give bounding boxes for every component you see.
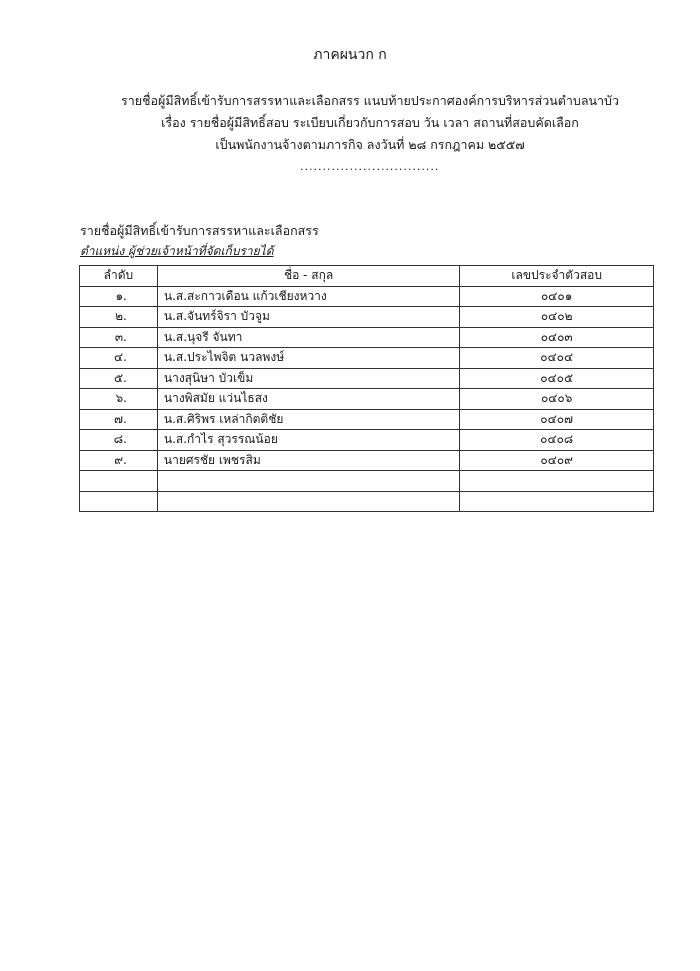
cell-exam-no: ๐๔๐๕ bbox=[460, 368, 654, 389]
cell-name: นายศรชัย เพชรสิม bbox=[157, 450, 459, 471]
cell-order: ๒. bbox=[80, 307, 158, 328]
cell-name: น.ส.ประไพจิต นวลพงษ์ bbox=[157, 348, 459, 369]
cell-name: น.ส.กำไร สุวรรณน้อย bbox=[157, 430, 459, 451]
table-body bbox=[80, 286, 654, 512]
cell-exam-no: ๐๔๐๙ bbox=[460, 450, 654, 471]
cell-name: นางพิสมัย แว่นไธสง bbox=[157, 389, 459, 410]
cell-exam-no bbox=[460, 491, 654, 512]
list-heading: รายชื่อผู้มีสิทธิ์เข้ารับการสรรหาและเลือกสรร bbox=[80, 223, 319, 238]
header-line-2: เรื่อง รายชื่อผู้มีสิทธิ์สอบ ระเบียบเกี่ยวกับการสอบ วัน เวลา สถานที่สอบคัดเลือก bbox=[161, 115, 579, 130]
cell-exam-no: ๐๔๐๘ bbox=[460, 430, 654, 451]
cell-order: ๗. bbox=[80, 409, 158, 430]
cell-exam-no: ๐๔๐๑ bbox=[460, 286, 654, 307]
table-row bbox=[80, 327, 654, 348]
cell-order: ๙. bbox=[80, 450, 158, 471]
announcement-header bbox=[90, 90, 650, 156]
cell-order: ๘. bbox=[80, 430, 158, 451]
table-row bbox=[80, 286, 654, 307]
cell-name: น.ส.สะกาวเดือน แก้วเชียงหวาง bbox=[157, 286, 459, 307]
cell-name: น.ส.ศิริพร เหล่ากิตติชัย bbox=[157, 409, 459, 430]
header-exam-no: เลขประจำตัวสอบ bbox=[460, 266, 654, 287]
table-row bbox=[80, 430, 654, 451]
cell-order bbox=[80, 471, 158, 492]
cell-order: ๕. bbox=[80, 368, 158, 389]
cell-order bbox=[80, 491, 158, 512]
cell-exam-no bbox=[460, 471, 654, 492]
position-line: ตำแหน่ง ผู้ช่วยเจ้าหน้าที่จัดเก็บรายได้ bbox=[80, 244, 274, 258]
table-row bbox=[80, 409, 654, 430]
candidates-table bbox=[79, 265, 654, 512]
separator-dots: ............................... bbox=[300, 160, 440, 173]
appendix-title: ภาคผนวก ก bbox=[313, 47, 387, 63]
cell-order: ๑. bbox=[80, 286, 158, 307]
table-row bbox=[80, 471, 654, 492]
cell-name: นางสุนิษา บัวเข็ม bbox=[157, 368, 459, 389]
table-row bbox=[80, 491, 654, 512]
table-row bbox=[80, 389, 654, 410]
table-header-row bbox=[80, 266, 654, 287]
cell-exam-no: ๐๔๐๖ bbox=[460, 389, 654, 410]
cell-name: น.ส.จันทร์จิรา บัวจูม bbox=[157, 307, 459, 328]
header-line-1: รายชื่อผู้มีสิทธิ์เข้ารับการสรรหาและเลือกสรร แนบท้ายประกาศองค์การบริหารส่วนตำบลนาบัว bbox=[120, 93, 620, 108]
cell-exam-no: ๐๔๐๗ bbox=[460, 409, 654, 430]
cell-order: ๖. bbox=[80, 389, 158, 410]
cell-order: ๓. bbox=[80, 327, 158, 348]
header-order: ลำดับ bbox=[80, 266, 158, 287]
header-line-3: เป็นพนักงานจ้างตามภารกิจ ลงวันที่ ๒๘ กรกฎาคม ๒๕๕๗ bbox=[215, 137, 525, 152]
cell-order: ๔. bbox=[80, 348, 158, 369]
table-row bbox=[80, 307, 654, 328]
table-row bbox=[80, 450, 654, 471]
cell-name bbox=[157, 471, 459, 492]
table-row bbox=[80, 348, 654, 369]
table-row bbox=[80, 368, 654, 389]
header-name: ชื่อ - สกุล bbox=[157, 266, 459, 287]
cell-name bbox=[157, 491, 459, 512]
cell-exam-no: ๐๔๐๒ bbox=[460, 307, 654, 328]
cell-name: น.ส.นุจรี จันทา bbox=[157, 327, 459, 348]
cell-exam-no: ๐๔๐๓ bbox=[460, 327, 654, 348]
cell-exam-no: ๐๔๐๔ bbox=[460, 348, 654, 369]
